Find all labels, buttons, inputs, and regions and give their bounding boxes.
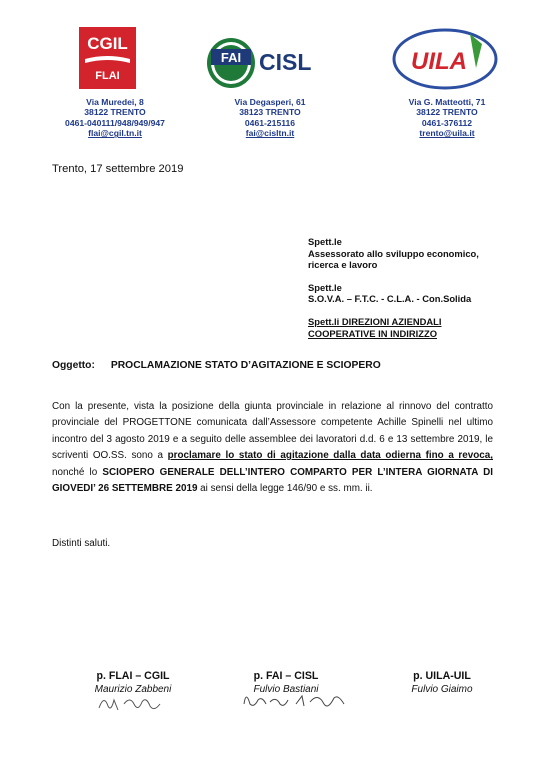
subject-line xyxy=(52,360,381,371)
uila-logo xyxy=(392,28,498,90)
address-street: Via Degasperi, 61 xyxy=(234,97,306,107)
recipient-salutation: Spett.le xyxy=(308,281,342,293)
recipient-salutation: Spett.le xyxy=(308,236,342,247)
signature-uila-uil xyxy=(392,670,492,695)
recipient-line: COOPERATIVE IN INDIRIZZO xyxy=(308,327,437,339)
address-street: Via G. Matteotti, 71 xyxy=(408,97,486,107)
address-email-link[interactable]: flai@cgil.tn.it xyxy=(88,128,142,139)
handwritten-signature-zabbeni xyxy=(96,690,166,716)
closing-greeting: Distinti saluti. xyxy=(52,538,111,549)
subject-text: PROCLAMAZIONE STATO D’AGITAZIONE E SCIOPERO xyxy=(110,360,381,371)
signature-title: p. UILA-UIL xyxy=(413,670,471,682)
letter-date: Trento, 17 settembre 2019 xyxy=(52,163,184,175)
handwritten-signature-bastiani xyxy=(240,688,350,712)
address-city: 38122 TRENTO xyxy=(84,107,146,118)
address-fai-cisl xyxy=(215,97,325,139)
fai-logo-text: FAI xyxy=(220,50,242,65)
address-email-link[interactable]: fai@cisltn.it xyxy=(245,128,295,139)
recipient-assessorato xyxy=(308,236,479,271)
cgil-flai-logo xyxy=(79,27,136,89)
body-text: ai sensi della legge 146/90 e ss. mm. ii. xyxy=(197,483,373,495)
recipient-line: Spett.li DIREZIONI AZIENDALI xyxy=(308,315,442,327)
recipient-sova xyxy=(308,282,479,305)
address-phone: 0461-376112 xyxy=(421,117,473,128)
fai-cisl-logo xyxy=(205,36,335,90)
address-flai-cgil xyxy=(50,97,180,139)
cgil-logo-text: CGIL xyxy=(87,34,128,53)
signature-name: Fulvio Bastiani xyxy=(253,684,319,695)
uila-logo-text: UILA xyxy=(411,48,467,75)
cisl-logo-text: CISL xyxy=(259,49,312,75)
body-text: nonché lo xyxy=(52,466,103,478)
address-street: Via Muredei, 8 xyxy=(86,97,144,107)
signature-name: Maurizio Zabbeni xyxy=(94,684,172,695)
body-highlight-agitation: proclamare lo stato di agitazione dalla data odierna fino a revoca, xyxy=(167,450,493,462)
signature-name: Fulvio Giaimo xyxy=(411,684,473,695)
address-city: 38123 TRENTO xyxy=(239,107,301,118)
address-phone: 0461-215116 xyxy=(244,117,296,128)
letter-body xyxy=(52,399,493,497)
flai-logo-text: FLAI xyxy=(95,70,120,82)
address-city: 38122 TRENTO xyxy=(416,107,478,118)
address-phone: 0461-040111/948/949/947 xyxy=(65,117,165,128)
address-email-link[interactable]: trento@uila.it xyxy=(419,128,475,139)
recipient-line: Assessorato allo sviluppo economico, xyxy=(308,247,479,259)
recipient-line: ricerca e lavoro xyxy=(308,259,378,271)
recipients-block xyxy=(308,236,479,350)
recipient-line: S.O.V.A. – F.T.C. - C.L.A. - Con.Solida xyxy=(308,293,472,305)
address-uila xyxy=(388,97,506,139)
recipient-direzioni xyxy=(308,316,479,339)
body-highlight-strike: SCIOPERO GENERALE DELL’INTERO COMPARTO PER L’INTERA GIORNATA DI GIOVEDI’ 26 SETTEMBRE 2019 xyxy=(52,466,493,495)
signature-title: p. FLAI – CGIL xyxy=(96,670,170,682)
signature-title: p. FAI – CISL xyxy=(253,670,319,682)
body-text: Con la presente, vista la posizione della giunta provinciale in relazione al rinnovo del contratto provinciale del PROGETTONE comunicata dall’Assessore competente Achille Spinelli nel ultimo incontro del 3 agosto 2019 e a seguito delle assemblee dei lavoratori d.d. 6 e 13 settembre 2019, le scriventi OO.SS. sono a xyxy=(52,401,493,462)
subject-label: Oggetto: xyxy=(52,360,95,371)
